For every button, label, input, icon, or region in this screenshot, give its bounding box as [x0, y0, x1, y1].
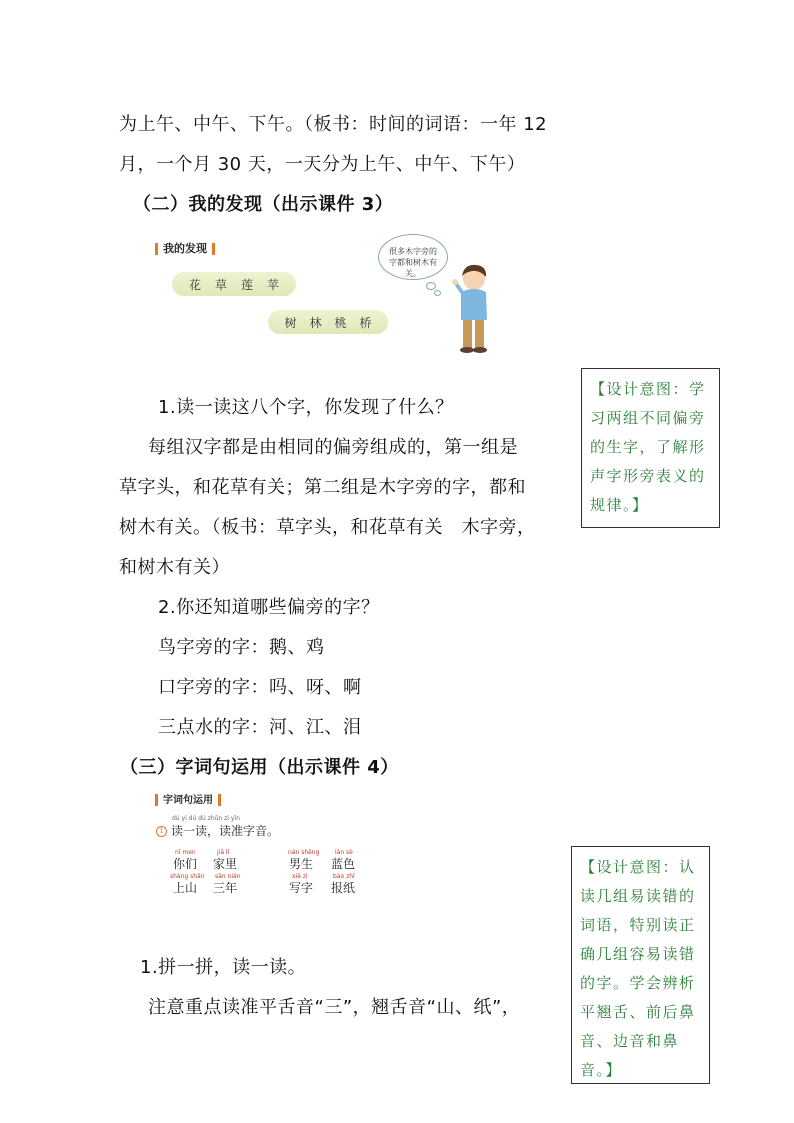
char-group-wood — [268, 310, 388, 334]
box-line: 确几组容易读错 — [580, 945, 696, 963]
box-line: 规律。】 — [590, 496, 649, 514]
box-line: 读几组易读错的 — [580, 887, 696, 905]
box-line: 词语，特别读正 — [580, 916, 696, 934]
bubble-dot — [434, 290, 441, 296]
text-line: 为上午、中午、下午。（板书：时间的词语：一年 12 — [119, 114, 548, 135]
pinyin: xiě zì — [292, 873, 308, 880]
question: 1.拼一拼，读一读。 — [140, 957, 307, 978]
char: 花 — [188, 277, 201, 292]
char: 林 — [309, 315, 322, 330]
text-line: 注意重点读准平舌音“三”，翘舌音“山、纸”， — [148, 997, 521, 1018]
box-line: 的生字，了解形 — [590, 438, 706, 456]
char: 桥 — [359, 315, 372, 330]
text-line: 鸟字旁的字：鹅、鸡 — [158, 637, 325, 658]
text-line: 每组汉字都是由相同的偏旁组成的，第一组是 — [148, 437, 518, 458]
word: 写字 — [289, 881, 314, 895]
text-line: 草字头，和花草有关；第二组是木字旁的字，都和 — [119, 477, 526, 498]
figure-word-usage — [150, 787, 390, 897]
number-circle-icon: 1 — [156, 826, 167, 837]
design-intent-box — [581, 368, 720, 528]
word: 三年 — [213, 881, 238, 895]
question: 2.你还知道哪些偏旁的字？ — [158, 597, 380, 618]
pinyin: bào zhǐ — [333, 873, 355, 880]
pinyin: shàng shān — [170, 873, 205, 880]
text-line: 月，一个月 30 天，一天分为上午、中午、下午） — [119, 154, 526, 175]
instruction: 1 读一读，读准字音。 — [156, 822, 279, 839]
title-bar-icon — [155, 243, 158, 255]
box-line: 习两组不同偏旁 — [590, 409, 706, 427]
section-heading: （二）我的发现（出示课件 3） — [133, 194, 394, 215]
boy-illustration-icon — [450, 262, 495, 354]
char: 草 — [214, 277, 227, 292]
word: 你们 — [173, 857, 198, 871]
text-line: 和树木有关） — [119, 557, 230, 578]
bubble-dot — [426, 282, 436, 290]
pinyin: nǐ men — [175, 849, 196, 856]
section-heading: （三）字词句运用（出示课件 4） — [120, 757, 399, 778]
box-line: 【设计意图：认 — [580, 858, 696, 876]
title-bar-icon — [218, 794, 221, 806]
char-group-grass — [172, 272, 296, 296]
pinyin: dú yi dú dú zhǔn zì yīn — [172, 815, 240, 822]
text-line: 树木有关。（板书：草字头，和花草有关 木字旁， — [119, 517, 536, 538]
design-intent-box — [571, 846, 710, 1084]
word: 男生 — [289, 857, 314, 871]
box-line: 的字。学会辨析 — [580, 974, 696, 992]
box-line: 【设计意图：学 — [590, 380, 706, 398]
question: 1.读一读这八个字，你发现了什么？ — [158, 397, 454, 418]
pinyin: sān nián — [215, 873, 241, 880]
box-line: 音、边音和鼻 — [580, 1032, 680, 1050]
title-bar-icon — [212, 243, 215, 255]
char: 苹 — [266, 277, 279, 292]
text-line: 口字旁的字：吗、呀、啊 — [158, 677, 362, 698]
pinyin: jiā lǐ — [217, 849, 230, 856]
figure-title: 字词句运用 — [150, 791, 226, 806]
word: 报纸 — [331, 881, 356, 895]
box-line: 声字形旁表义的 — [590, 467, 706, 485]
box-line: 音。】 — [580, 1061, 623, 1079]
pinyin: lán sè — [335, 849, 353, 856]
figure-my-discovery — [150, 232, 495, 357]
figure-title: 我的发现 — [150, 240, 220, 256]
char: 莲 — [240, 277, 253, 292]
char: 桃 — [334, 315, 347, 330]
word: 蓝色 — [331, 857, 356, 871]
text-line: 三点水的字：河、江、泪 — [158, 717, 362, 738]
title-bar-icon — [155, 794, 158, 806]
word: 家里 — [213, 857, 238, 871]
pinyin: nán shēng — [288, 849, 320, 856]
word: 上山 — [173, 881, 198, 895]
speech-bubble: 很多木字旁的字都和树木有关。 — [378, 234, 448, 280]
char: 树 — [284, 315, 297, 330]
box-line: 平翘舌、前后鼻 — [580, 1003, 696, 1021]
